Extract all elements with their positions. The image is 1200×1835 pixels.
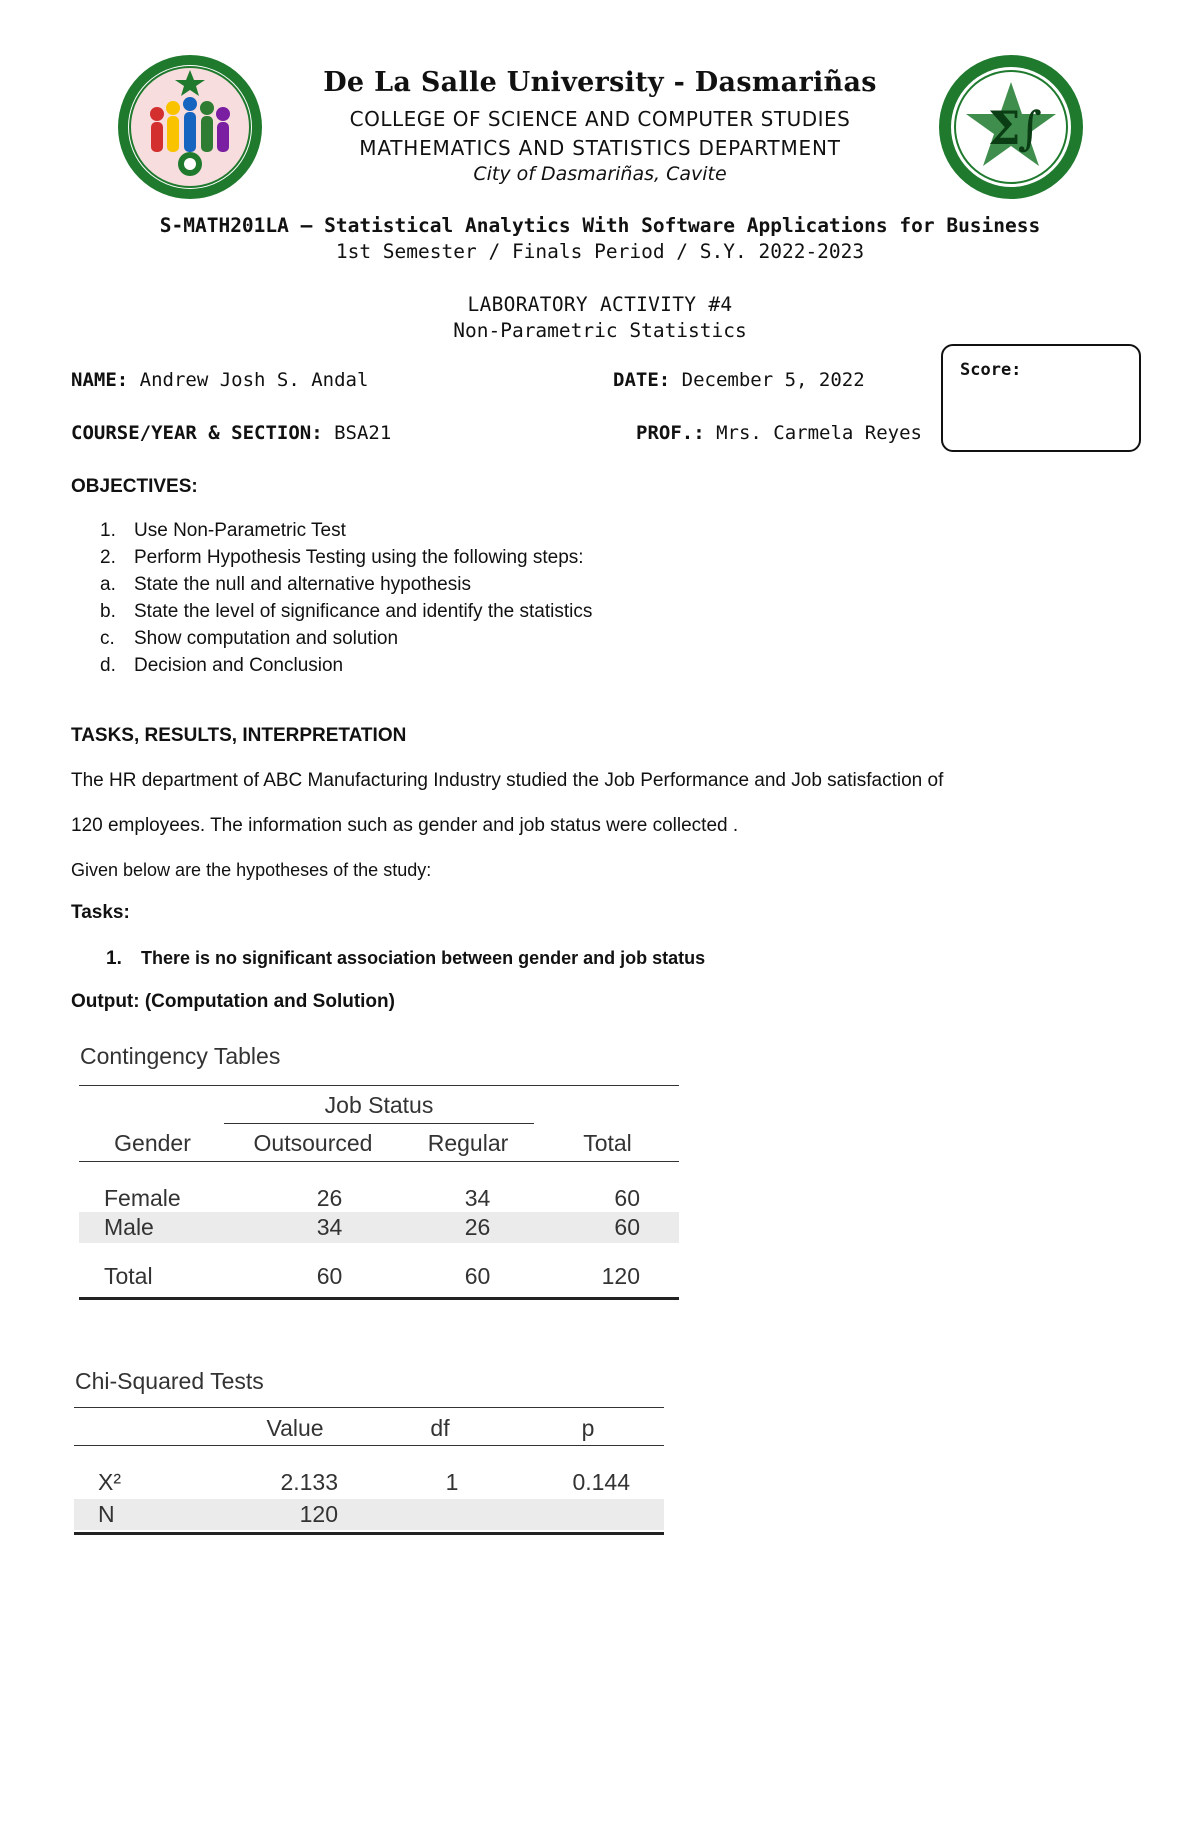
list-item-text: Decision and Conclusion [134,655,344,676]
col-total: Total [583,1130,632,1156]
list-item [100,628,800,655]
prof-field [636,422,922,444]
list-item [100,655,800,682]
list-item [100,547,800,574]
list-item [100,601,800,628]
name-value: Andrew Josh S. Andal [128,369,369,391]
cell-total: 60 [614,1185,640,1211]
cell-regular: 26 [464,1214,491,1240]
list-marker: b. [100,601,116,622]
name-label: NAME: [71,369,129,391]
list-item [100,520,800,547]
objectives-heading: OBJECTIVES: [71,476,198,497]
list-marker: d. [100,655,116,676]
table-rule [74,1532,664,1535]
output-label: Output: (Computation and Solution) [71,991,395,1012]
job-status-header: Job Status [324,1092,434,1118]
table-rule [79,1161,679,1162]
table-rule [79,1085,679,1086]
prof-label: PROF.: [636,422,705,444]
task-1-text: There is no significant association between gender and job status [141,948,706,968]
cell-total: 60 [614,1214,640,1240]
section-field [71,422,391,444]
row-label: Total [104,1263,153,1289]
contingency-table-title: Contingency Tables [80,1043,281,1069]
cell-outsourced: 34 [316,1214,343,1240]
cell-outsourced: 26 [316,1185,343,1211]
list-item-text: Show computation and solution [134,628,399,649]
cell-value: 2.133 [280,1469,338,1495]
svg-text:Σ: Σ [988,101,1021,155]
college-name: COLLEGE OF SCIENCE AND COMPUTER STUDIES [349,107,851,131]
activity-title: LABORATORY ACTIVITY #4 [467,293,733,316]
name-field [71,369,368,391]
col-regular: Regular [427,1130,509,1156]
cell-p: 0.144 [572,1469,630,1495]
city-name: City of Dasmariñas, Cavite [473,163,727,185]
list-marker: a. [100,574,116,595]
department-name: MATHEMATICS AND STATISTICS DEPARTMENT [359,136,841,160]
col-value: Value [266,1415,324,1441]
prof-value: Mrs. Carmela Reyes [704,422,922,444]
cell-total: 120 [601,1263,640,1289]
row-label: X² [98,1469,121,1495]
objectives-list [100,520,800,682]
row-shade [74,1499,664,1530]
chi-squared-title: Chi-Squared Tests [75,1368,264,1394]
task-paragraph-line-1: The HR department of ABC Manufacturing Industry studied the Job Performance and Job satisfaction of [71,770,944,791]
course-title: S-MATH201LA – Statistical Analytics With Software Applications for Business [159,214,1041,237]
row-label: N [98,1501,115,1527]
row-label: Male [104,1214,154,1240]
table-rule [74,1407,664,1408]
task-paragraph-line-2: 120 employees. The information such as gender and job status were collected . [71,815,739,836]
cell-regular: 34 [464,1185,491,1211]
cell-value: 120 [299,1501,338,1527]
svg-text:∫: ∫ [1018,101,1042,155]
dlsud-seal-icon [115,52,265,202]
cell-df: 1 [445,1469,459,1495]
math-stat-department-seal-icon [936,52,1086,202]
university-name: De La Salle University - Dasmariñas [323,67,877,98]
activity-subtitle: Non-Parametric Statistics [453,319,747,342]
table-rule [79,1297,679,1300]
list-item-text: State the null and alternative hypothesis [134,574,471,595]
task-1-marker: 1. [106,948,122,969]
hypotheses-intro: Given below are the hypotheses of the study: [71,860,432,880]
date-value: December 5, 2022 [670,369,865,391]
list-marker: c. [100,628,115,649]
list-item [100,574,800,601]
table-rule [74,1445,664,1446]
semester-line: 1st Semester / Finals Period / S.Y. 2022-2023 [335,240,865,263]
date-field [613,369,865,391]
section-label: COURSE/YEAR & SECTION: [71,422,323,444]
col-gender: Gender [114,1130,191,1156]
section-value: BSA21 [322,422,392,444]
tasks-heading: TASKS, RESULTS, INTERPRETATION [71,725,407,746]
list-item-text: Perform Hypothesis Testing using the following steps: [134,547,584,568]
table-rule [224,1123,534,1124]
row-label: Female [104,1185,181,1211]
col-p: p [581,1415,595,1441]
tasks-label: Tasks: [71,902,130,923]
cell-outsourced: 60 [316,1263,343,1289]
list-marker: 2. [100,547,116,568]
col-outsourced: Outsourced [253,1130,373,1156]
col-df: df [430,1415,450,1441]
list-item-text: State the level of significance and identify the statistics [134,601,593,622]
cell-regular: 60 [464,1263,491,1289]
date-label: DATE: [613,369,671,391]
list-item-text: Use Non-Parametric Test [134,520,346,541]
score-box [941,344,1141,452]
score-label: Score: [960,360,1022,380]
list-marker: 1. [100,520,116,541]
